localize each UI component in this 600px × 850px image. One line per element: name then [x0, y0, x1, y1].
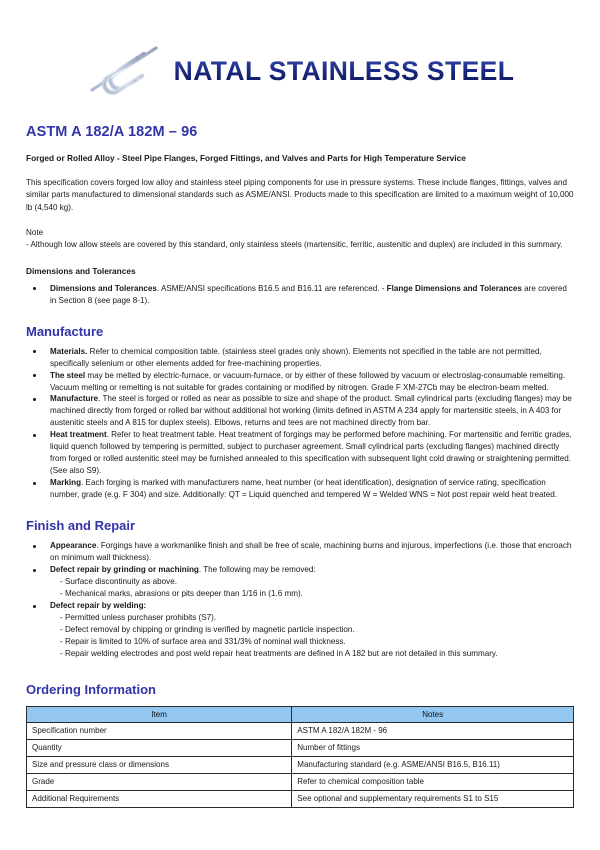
bullet-subline: - Mechanical marks, abrasions or pits deeper than 1/16 in (1.6 mm).	[60, 589, 303, 599]
cell-notes: See optional and supplementary requirements S1 to S15	[292, 790, 574, 807]
cell-notes: Manufacturing standard (e.g. ASME/ANSI B16.5, B16.11)	[292, 756, 574, 773]
column-header: Item	[27, 706, 292, 722]
table-row	[27, 722, 574, 739]
bullet-text: . Forgings have a workmanlike finish and shall be free of scale, machining burns and injurous, imperfections (i.e. those that encroach on minimum wall thickness).	[50, 541, 572, 563]
logo-wrap	[86, 45, 515, 97]
table-header-row	[27, 706, 574, 722]
list-item	[26, 429, 574, 477]
note-label: Note	[26, 228, 44, 238]
bullet-subline: - Surface discontinuity as above.	[60, 577, 177, 587]
bullet-subline: - Defect removal by chipping or grinding is verified by magnetic particle inspection.	[60, 624, 355, 634]
bullet-text: . Each forging is marked with manufacturers name, heat number (or heat identification), designation of service rating, specification number, grade (e.g. F 304) and size. Additionally: QT = Liquid quenched and tempered W = Welded WNS = Not post repair weld heat treated.	[50, 478, 557, 500]
ordering-information-table	[26, 706, 574, 808]
table-row	[27, 790, 574, 807]
bullet-text: . The steel is forged or rolled as near as possible to size and shape of the product. Small cylindrical parts (excluding flanges) may be machined directly from forged or rolled bar without additional hot working (limits defined in ASTM A 234 apply for martensitic steels, in A 403 for austenitic steels and A 815 for duplex steels). Elbows, returns and tees are not machined directly from bar.	[50, 394, 572, 428]
cell-notes: Number of fittings	[292, 739, 574, 756]
bullet-subline: - Permitted unless purchaser prohibits (S7).	[60, 613, 217, 623]
list-item	[26, 370, 574, 394]
bullet-lead: Defect repair by grinding or machining	[50, 565, 199, 575]
bullet-text: . The following may be removed:	[198, 565, 316, 575]
dimensions-bullet-list	[26, 283, 574, 307]
bullet-lead: Dimensions and Tolerances	[50, 283, 157, 293]
table-row	[27, 756, 574, 773]
pipe-tubes-logo-icon	[86, 45, 164, 97]
bullet-lead: Marking	[50, 478, 82, 488]
note-text: - Although low allow steels are covered by this standard, only stainless steels (martensitic, ferritic, austenitic and duplex) are included in this summary.	[26, 240, 563, 250]
list-item	[26, 477, 574, 501]
column-header: Notes	[292, 706, 574, 722]
table-row	[27, 739, 574, 756]
list-item	[26, 346, 574, 370]
bullet-text-2: are covered in Section 8 (see page 8-1).	[50, 283, 567, 305]
cell-notes: ASTM A 182/A 182M - 96	[292, 722, 574, 739]
bullet-lead: Appearance	[50, 541, 97, 551]
bullet-lead: Defect repair by welding:	[50, 601, 147, 611]
dimensions-section-label: Dimensions and Tolerances	[26, 265, 136, 276]
section-heading-finish-and-repair: Finish and Repair	[26, 518, 136, 534]
table-head	[27, 706, 574, 722]
manufacture-bullet-list	[26, 346, 574, 502]
company-name: NATAL STAINLESS STEEL	[173, 55, 515, 86]
section-heading-manufacture: Manufacture	[26, 323, 104, 339]
section-heading-ordering-information: Ordering Information	[26, 681, 156, 697]
bullet-text: may be melted by electric-furnace, or vacuum-furnace, or by either of these followed by vacuum or electroslag-consumable remelting. Vacuum melting or remelting is not suitable for grades containing or modified by nitrogen. Grade F XM-27Cb may be electron-beam melted.	[50, 370, 566, 392]
list-item	[26, 283, 574, 307]
finish-bullet-list	[26, 540, 574, 660]
list-item	[26, 540, 574, 564]
cell-notes: Refer to chemical composition table	[292, 773, 574, 790]
table-body	[27, 722, 574, 807]
intro-paragraph: This specification covers forged low alloy and stainless steel piping components for use in pressure systems. These include flanges, fittings, valves and similar parts manufactured to dimensional standards such as ASME/ANSI. Products made to this specification are limited to a maximum weight of 10,000 lb (4,540 kg).	[26, 178, 574, 212]
list-item	[26, 393, 574, 429]
bullet-text: Refer to chemical composition table. (stainless steel grades only shown). Elements not specified in the table are not permitted, specifically selenium or other elements added for free-machining properties.	[50, 346, 542, 368]
cell-item: Quantity	[27, 739, 292, 756]
cell-item: Specification number	[27, 722, 292, 739]
cell-item: Additional Requirements	[27, 790, 292, 807]
company-header	[26, 0, 574, 118]
bullet-lead: Manufacture	[50, 394, 99, 404]
list-item	[26, 600, 574, 660]
cell-item: Size and pressure class or dimensions	[27, 756, 292, 773]
bullet-text: . Refer to heat treatment table. Heat treatment of forgings may be performed before machining. For martensitic and ferritic grades, liquid quench followed by tempering is permitted, subject to purchaser agreement. Small cylindrical parts (excluding flanges) machined directly from forged or rolled austenitic steel may be furnished annealed to this specification with subsequent light cold drawing or straightening permitted. (See also S9).	[50, 430, 572, 476]
note-block	[26, 227, 574, 252]
bullet-lead-2: Flange Dimensions and Tolerances	[386, 283, 522, 293]
page-title: ASTM A 182/A 182M – 96	[26, 124, 198, 140]
bullet-lead: The steel	[50, 370, 86, 380]
bullet-subline: - Repair is limited to 10% of surface area and 331/3% of nominal wall thickness.	[60, 636, 346, 646]
bullet-lead: Heat treatment	[50, 430, 107, 440]
bullet-text: . ASME/ANSI specifications B16.5 and B16.11 are referenced. -	[156, 283, 387, 293]
document-subtitle: Forged or Rolled Alloy - Steel Pipe Flanges, Forged Fittings, and Valves and Parts for High Temperature Service	[26, 153, 466, 163]
bullet-lead: Materials.	[50, 346, 88, 356]
list-item	[26, 564, 574, 600]
cell-item: Grade	[27, 773, 292, 790]
bullet-subline: - Repair welding electrodes and post weld repair heat treatments are defined in A 182 but are not detailed in this summary.	[60, 648, 498, 658]
table-row	[27, 773, 574, 790]
